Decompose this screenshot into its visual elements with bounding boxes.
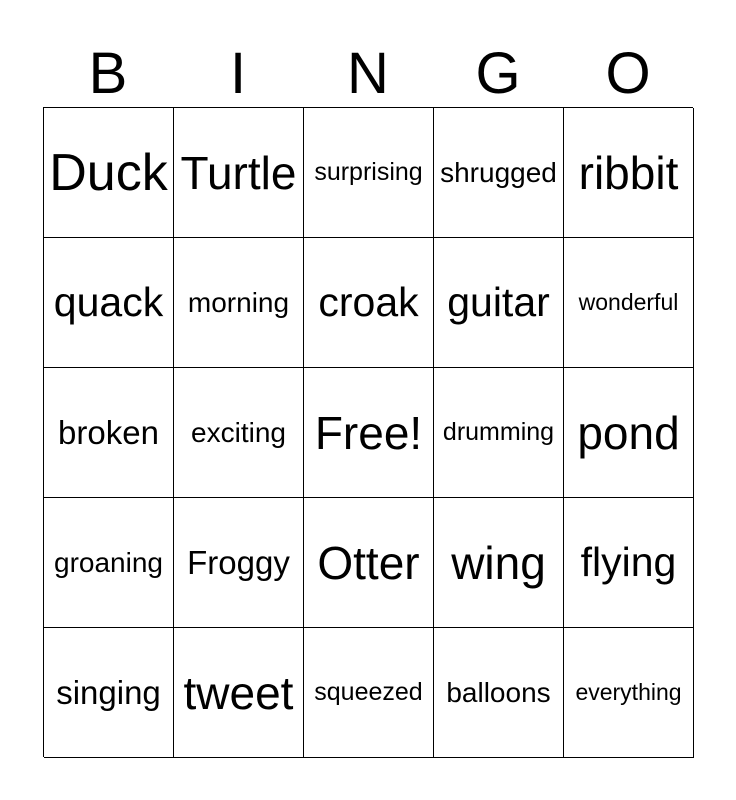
- bingo-cell-r1-c4[interactable]: wonderful: [564, 238, 694, 368]
- bingo-cell-r3-c4[interactable]: flying: [564, 498, 694, 628]
- bingo-cell-r0-c4[interactable]: ribbit: [564, 108, 694, 238]
- bingo-cell-r3-c0[interactable]: groaning: [44, 498, 174, 628]
- bingo-header: [43, 40, 693, 108]
- bingo-cell-r2-c0[interactable]: broken: [44, 368, 174, 498]
- bingo-cell-r1-c1[interactable]: morning: [174, 238, 304, 368]
- bingo-cell-r0-c0[interactable]: Duck: [44, 108, 174, 238]
- header-letter-o: O: [605, 41, 651, 106]
- bingo-cell-r4-c1[interactable]: tweet: [174, 628, 304, 758]
- bingo-cell-r1-c3[interactable]: guitar: [434, 238, 564, 368]
- bingo-cell-r3-c1[interactable]: Froggy: [174, 498, 304, 628]
- bingo-cell-r4-c4[interactable]: everything: [564, 628, 694, 758]
- bingo-cell-r0-c2[interactable]: surprising: [304, 108, 434, 238]
- bingo-cell-r0-c1[interactable]: Turtle: [174, 108, 304, 238]
- bingo-cell-r2-c2[interactable]: Free!: [304, 368, 434, 498]
- bingo-cell-r1-c0[interactable]: quack: [44, 238, 174, 368]
- bingo-cell-r4-c0[interactable]: singing: [44, 628, 174, 758]
- bingo-cell-r4-c2[interactable]: squeezed: [304, 628, 434, 758]
- bingo-cell-r2-c4[interactable]: pond: [564, 368, 694, 498]
- header-letter-b: B: [88, 41, 128, 106]
- bingo-cell-r1-c2[interactable]: croak: [304, 238, 434, 368]
- header-letter-n: N: [347, 41, 389, 106]
- bingo-cell-r3-c2[interactable]: Otter: [304, 498, 434, 628]
- bingo-cell-r4-c3[interactable]: balloons: [434, 628, 564, 758]
- bingo-board: [43, 107, 693, 757]
- bingo-cell-r2-c3[interactable]: drumming: [434, 368, 564, 498]
- header-letter-i: I: [229, 41, 247, 106]
- bingo-cell-r3-c3[interactable]: wing: [434, 498, 564, 628]
- bingo-cell-r2-c1[interactable]: exciting: [174, 368, 304, 498]
- header-letter-g: G: [475, 41, 521, 106]
- bingo-cell-r0-c3[interactable]: shrugged: [434, 108, 564, 238]
